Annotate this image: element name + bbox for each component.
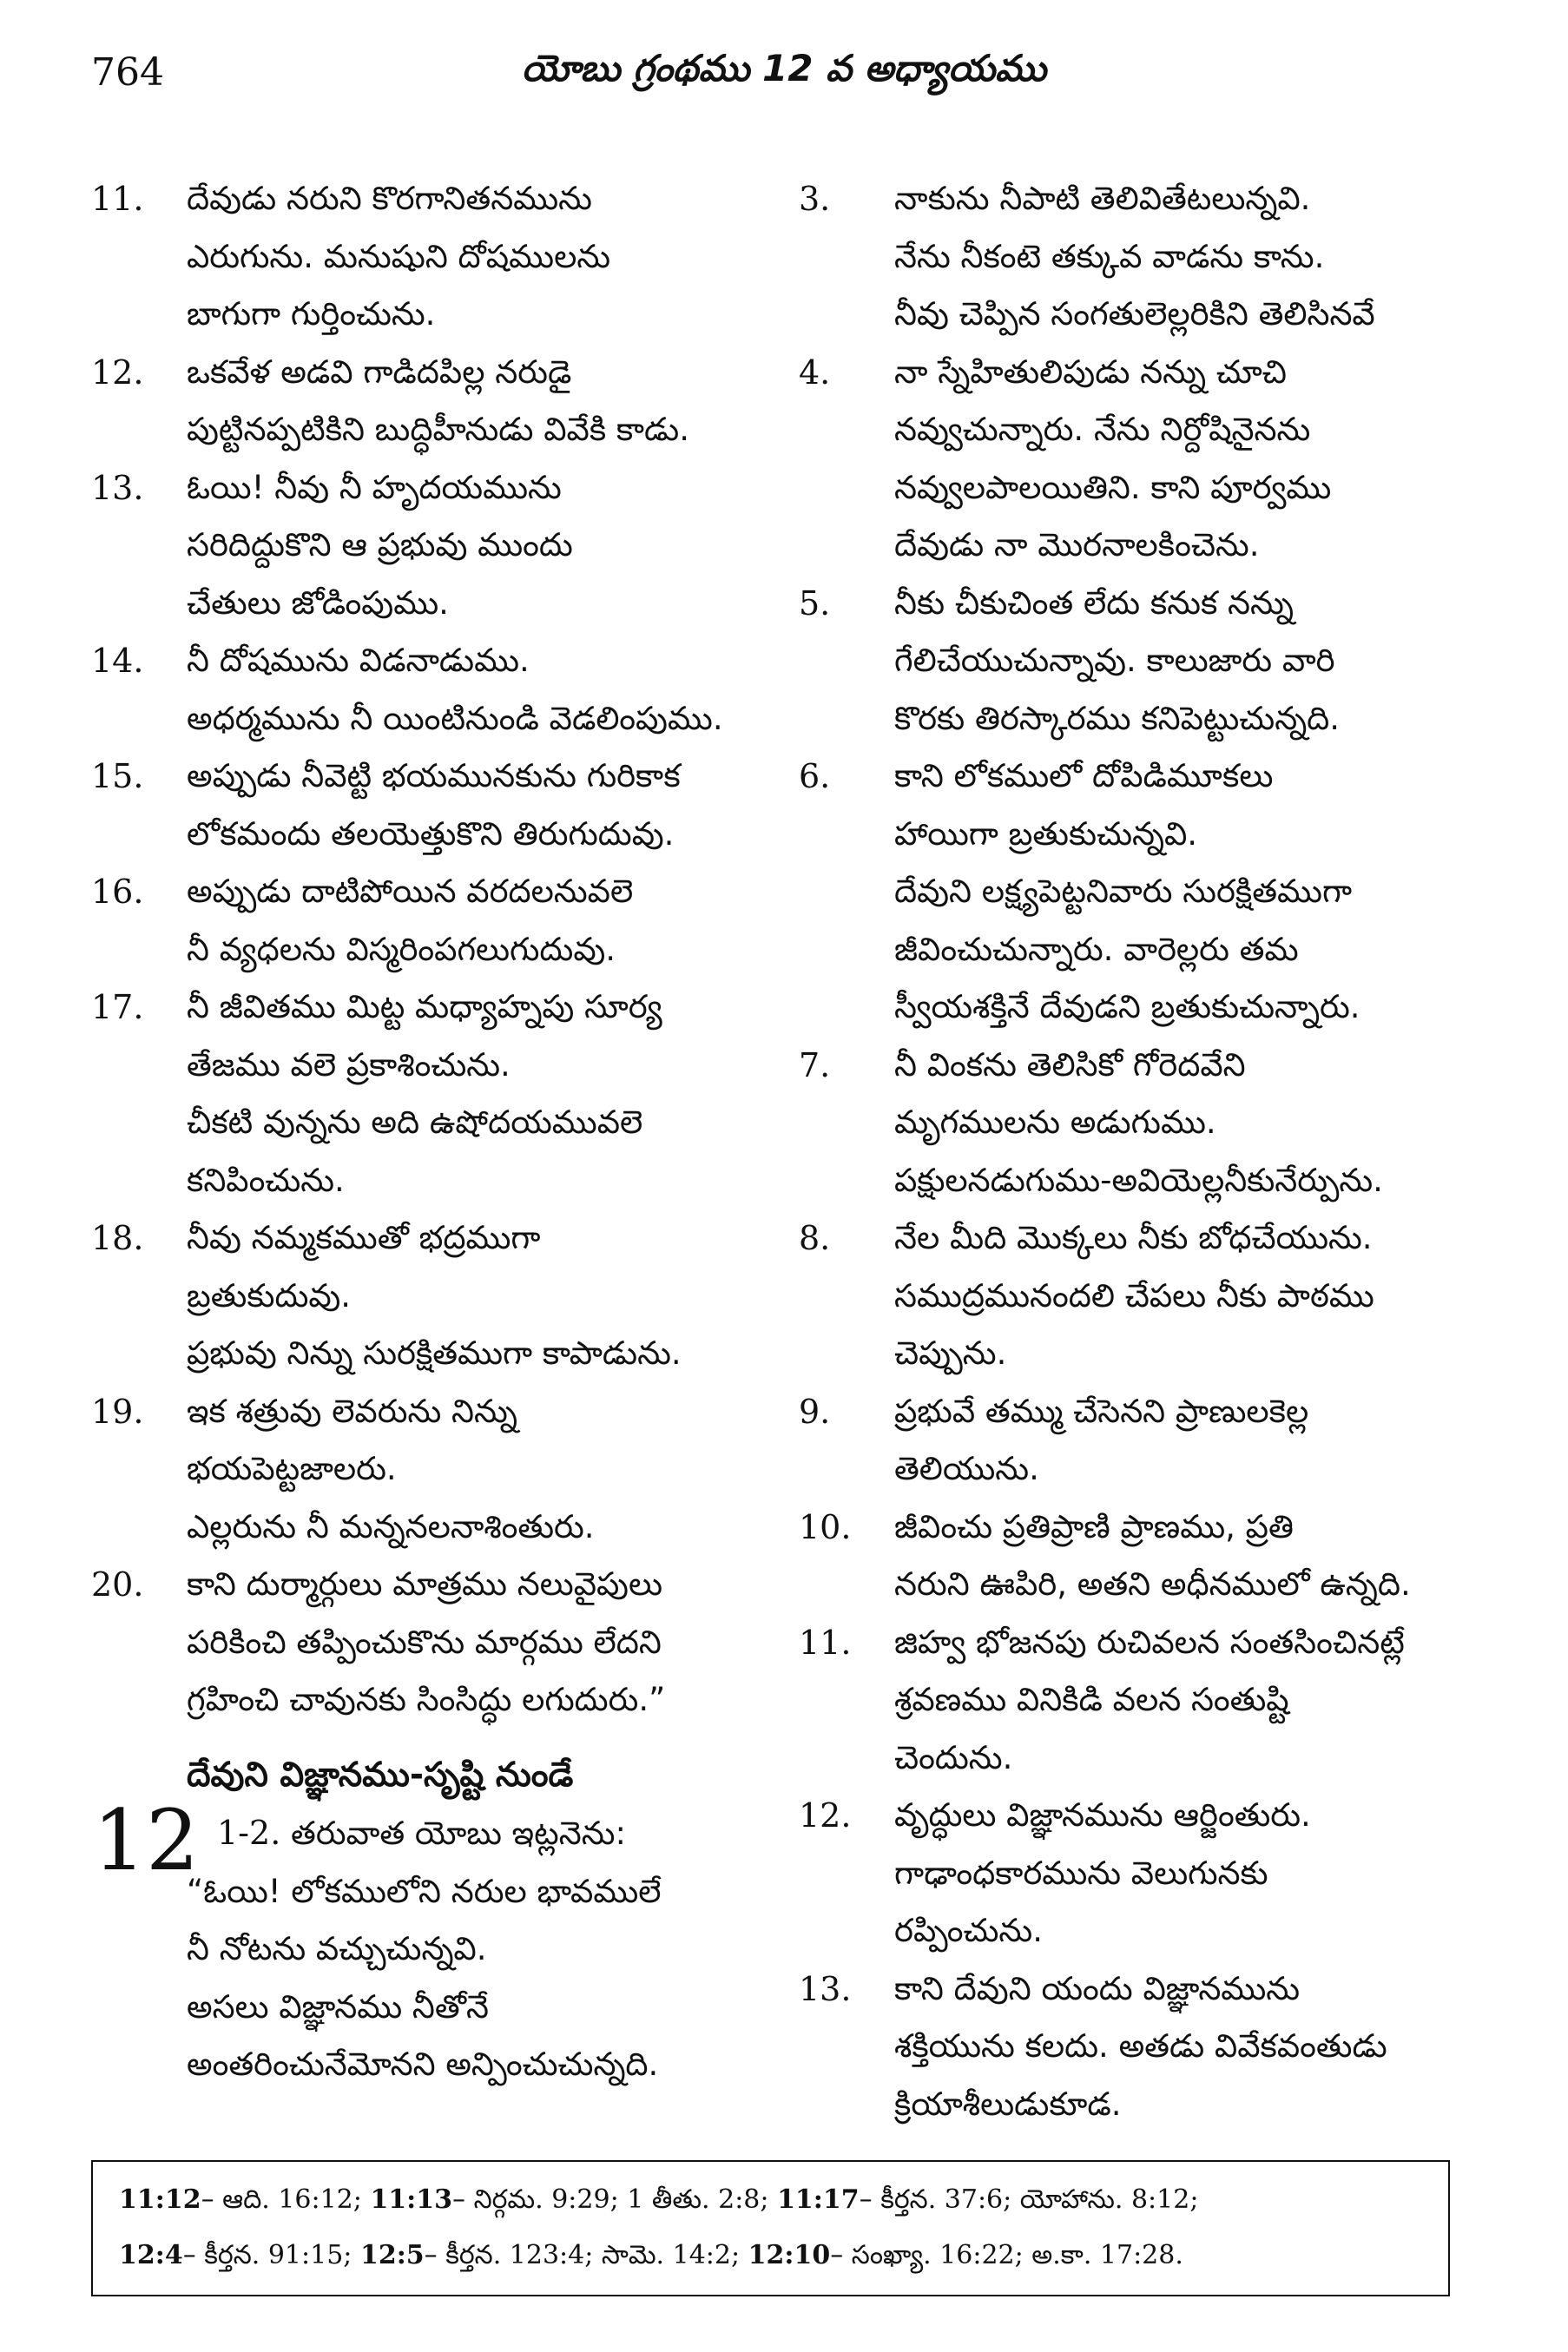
cross-reference-line: 11:12– ఆది. 16:12; 11:13– నిర్గమ. 9:29; 1 తీతు. 2:8; 11:17– కీర్తన. 37:6; యోహాను. 8:12;: [119, 2184, 1199, 2215]
verse-number: 4.: [799, 352, 831, 392]
verse-line: నీవు చెప్పిన సంగతులెల్లరికిని తెలిసినవే: [894, 295, 1375, 333]
verse-number: 3.: [799, 180, 831, 218]
verse-line: స్వీయశక్తినే దేవుడని బ్రతుకుచున్నారు.: [894, 988, 1360, 1025]
verse-line: పక్షులనడుగుము-అవియెల్లనీకునేర్పును.: [894, 1161, 1383, 1199]
verse-line: నాకును నీపాటి తెలివితేటలున్నవి.: [894, 180, 1311, 217]
verse-line: లోకమందు తలయెత్తుకొని తిరుగుదువు.: [187, 814, 675, 853]
verse-11-16: [91, 863, 751, 978]
verse-number: 18.: [91, 1219, 144, 1257]
verse-number: 11.: [799, 1623, 852, 1662]
verse-number: 1-2.: [217, 1814, 281, 1852]
cross-reference-text: కీర్తన. 37:6; యోహాను. 8:12;: [880, 2184, 1199, 2215]
verse-line: సముద్రమునందలి చేపలు నీకు పాఠము: [894, 1276, 1374, 1314]
verse-line: ఎరుగును. మనుషుని దోషములను: [187, 237, 611, 275]
section-heading: దేవుని విజ్ఞానము-సృష్టి నుండే: [187, 1755, 574, 1795]
verse-12-6: [799, 748, 1467, 1037]
verse-line: చేతులు జోడింపుము.: [187, 583, 449, 622]
verse-line: జీవించుచున్నారు. వారెల్లరు తమ: [894, 930, 1299, 968]
verse-number: 14.: [91, 642, 144, 680]
verse-number: 17.: [91, 988, 144, 1026]
verse-11-18: [91, 1209, 751, 1383]
verse-line: అప్పుడు నీవెట్టి భయమునకును గురికాక: [187, 757, 681, 794]
verse-line: “ఓయి! లోకములోని నరుల భావములే: [187, 1872, 662, 1910]
verse-number: 15.: [91, 757, 144, 795]
verse-11-19: [91, 1383, 751, 1557]
verse-line: నీ నోటను వచ్చుచున్నవి.: [187, 1930, 487, 1967]
cross-reference-text: కీర్తన. 91:15;: [204, 2240, 352, 2270]
running-head: యోబు గ్రంథము 12 వ అధ్యాయము: [521, 47, 1047, 89]
verse-line: జిహ్వ భోజనపు రుచివలన సంతసించినట్లే: [894, 1623, 1405, 1661]
verse-line: అధర్మమును నీ యింటినుండి వెడలింపుము.: [187, 699, 723, 737]
verse-12-4: [799, 344, 1467, 575]
verse-line: నీ వ్యధలను విస్మరింపగలుగుదువు.: [187, 930, 616, 968]
cross-reference-key: 12:10: [748, 2240, 831, 2270]
cross-reference-box: [91, 2160, 1450, 2296]
verse-line: కొరకు తిరస్కారము కనిపెట్టుచున్నది.: [894, 699, 1341, 737]
cross-reference-key: 11:17: [777, 2184, 860, 2215]
verse-line: నరుని ఊపిరి, అతని అధీనములో ఉన్నది.: [894, 1565, 1411, 1603]
verse-line: నీవు నమ్మకముతో భద్రముగా: [187, 1219, 541, 1256]
verse-12-9: [799, 1383, 1467, 1499]
verse-line: అసలు విజ్ఞానము నీతోనే: [187, 1987, 489, 2026]
verse-11-17: [91, 978, 751, 1209]
verse-number: 12.: [91, 352, 144, 392]
verse-text: తరువాత యోబు ఇట్లనెను:: [291, 1815, 626, 1852]
verse-line: ఒకవేళ అడవి గాడిదపిల్ల నరుడై: [187, 352, 572, 391]
cross-reference-key: 12:4: [119, 2240, 183, 2270]
verse-number: 20.: [91, 1565, 144, 1604]
left-column: [91, 170, 751, 2094]
verse-line: నేను నీకంటె తక్కువ వాడను కాను.: [894, 237, 1325, 275]
verse-line: గాఢాంధకారమును వెలుగునకు: [894, 1854, 1268, 1892]
verse-line: రప్పించును.: [894, 1912, 1043, 1949]
cross-reference-text: కీర్తన. 123:4; సామె. 14:2;: [445, 2240, 741, 2270]
verse-line: పరికించి తప్పించుకొను మార్గము లేదని: [187, 1623, 662, 1661]
verse-line: నీ దోషమును విడనాడుము.: [187, 642, 530, 679]
verse-11-12-1: [91, 170, 751, 344]
cross-reference-key: 11:13: [370, 2184, 453, 2215]
verse-number: 19.: [91, 1392, 144, 1431]
verse-number: 7.: [799, 1045, 831, 1084]
verse-line: నీ జీవితము మిట్ట మధ్యాహ్నపు సూర్య: [187, 988, 662, 1025]
cross-reference-text: సంఖ్యా. 16:22; అ.కా. 17:28.: [851, 2240, 1183, 2270]
verse-number: 11.: [91, 180, 144, 218]
verse-line: నవ్వుచున్నారు. నేను నిర్దోషినైనను: [894, 411, 1311, 448]
verse-line: దేవుడు నరుని కొరగానితనమును: [187, 180, 592, 217]
verse-number: 5.: [799, 583, 831, 623]
verse-11-20: [91, 1556, 751, 1729]
verse-11-15: [91, 748, 751, 863]
verse-line: నీ వింకను తెలిసికో గోరెదవేని: [894, 1045, 1246, 1084]
verse-11-12-2: [91, 344, 751, 459]
verse-line: తేజము వలె ప్రకాశించును.: [187, 1045, 511, 1084]
verse-number: 10.: [799, 1507, 852, 1546]
verse-line: ఇక శత్రువు లెవరును నిన్ను: [187, 1392, 517, 1430]
verse-line: నా స్నేహితులిపుడు నన్ను చూచి: [894, 352, 1288, 391]
verse-line: శ్రవణము వినికిడి వలన సంతుష్టి: [894, 1681, 1289, 1718]
verse-line: కాని దేవుని యందు విజ్ఞానమును: [894, 1969, 1301, 2007]
verse-line: తెలియును.: [894, 1450, 1039, 1487]
verse-line: కనిపించును.: [187, 1161, 345, 1199]
verse-12-11: [799, 1614, 1467, 1788]
cross-reference-key: 12:5: [359, 2240, 425, 2270]
verse-line: ఓయి! నీవు నీ హృదయమును: [187, 468, 562, 506]
verse-line: క్రియాశీలుడుకూడ.: [894, 2085, 1122, 2123]
verse-line: దేవుని లక్ష్యపెట్టనివారు సురక్షితముగా: [894, 873, 1353, 910]
verse-line: నవ్వులపాలయితిని. కాని పూర్వము: [894, 468, 1332, 506]
verse-number: 16.: [91, 873, 144, 911]
cross-reference-key: 11:12: [119, 2184, 201, 2215]
verse-number: 12.: [799, 1796, 852, 1835]
verse-line: దేవుడు నా మొరనాలకించెను.: [894, 526, 1260, 563]
verse-number: 6.: [799, 757, 831, 795]
verse-line: హాయిగా బ్రతుకుచున్నవి.: [894, 814, 1198, 853]
verse-line: నేల మీది మొక్కలు నీకు బోధచేయును.: [894, 1219, 1373, 1256]
right-column: [799, 170, 1467, 2133]
verse-number: 13.: [799, 1969, 852, 2008]
verse-line: ప్రభువే తమ్ము చేసెనని ప్రాణులకెల్ల: [894, 1392, 1309, 1430]
chapter-12-opening: [91, 1792, 751, 2094]
verse-12-3: [799, 170, 1467, 344]
verse-12-7: [799, 1037, 1467, 1210]
verse-line: జీవించు ప్రతిప్రాణి ప్రాణము, ప్రతి: [894, 1507, 1294, 1545]
verse-line: వృద్ధులు విజ్ఞానమును ఆర్జింతురు.: [894, 1796, 1311, 1834]
page-number: 764: [91, 50, 164, 95]
verse-line: కాని లోకములో దోపిడిమూకలు: [894, 757, 1274, 794]
verse-line: అప్పుడు దాటిపోయిన వరదలనువలె: [187, 873, 634, 910]
verse-line: కాని దుర్మార్గులు మాత్రము నలువైపులు: [187, 1565, 662, 1603]
verse-line: చెందును.: [894, 1738, 1013, 1776]
verse-line: బ్రతుకుదువు.: [187, 1276, 352, 1314]
verse-line: బాగుగా గుర్తించును.: [187, 295, 436, 333]
verse-line: గేలిచేయుచున్నావు. కాలుజారు వారి: [894, 642, 1335, 679]
verse-line: శక్తియును కలదు. అతడు వివేకవంతుడు: [894, 2027, 1387, 2065]
verse-line: అంతరించునేమోనని అన్పించుచున్నది.: [187, 2046, 659, 2083]
verse-12-13: [799, 1960, 1467, 2134]
verse-number: 9.: [799, 1392, 831, 1431]
verse-11-13: [91, 459, 751, 633]
verse-line: నీకు చీకుచింత లేదు కనుక నన్ను: [894, 583, 1294, 622]
verse-number: 8.: [799, 1219, 831, 1257]
verse-12-8: [799, 1209, 1467, 1383]
verse-11-14: [91, 632, 751, 748]
verse-number: 13.: [91, 468, 144, 507]
verse-line: ఎల్లరును నీ మన్ననలనాశింతురు.: [187, 1507, 595, 1545]
verse-line: భయపెట్టజాలరు.: [187, 1450, 397, 1487]
chapter-number: 12: [93, 1792, 200, 1889]
verse-line: పుట్టినప్పటికిని బుద్ధిహీనుడు వివేకి కాడు.: [187, 411, 689, 448]
verse-12-5: [799, 575, 1467, 748]
cross-reference-text: నిర్గమ. 9:29; 1 తీతు. 2:8;: [473, 2184, 769, 2215]
cross-reference-line: 12:4– కీర్తన. 91:15; 12:5– కీర్తన. 123:4; సామె. 14:2; 12:10– సంఖ్యా. 16:22; అ.కా. 17:28.: [119, 2240, 1183, 2270]
verse-line: మృగములను అడుగుము.: [894, 1104, 1216, 1141]
verse-12-12: [799, 1787, 1467, 1960]
verse-line: ప్రభువు నిన్ను సురక్షితముగా కాపాడును.: [187, 1334, 682, 1372]
verse-line: చీకటి వున్నను అది ఉషోదయమువలె: [187, 1104, 643, 1141]
verse-line: గ్రహించి చావునకు సింసిద్ధు లగుదురు.”: [187, 1681, 666, 1718]
verse-12-10: [799, 1499, 1467, 1614]
verse-line: సరిదిద్దుకొని ఆ ప్రభువు ముందు: [187, 526, 573, 563]
verse-line: చెప్పును.: [894, 1334, 1007, 1372]
cross-reference-text: ఆది. 16:12;: [222, 2184, 362, 2215]
